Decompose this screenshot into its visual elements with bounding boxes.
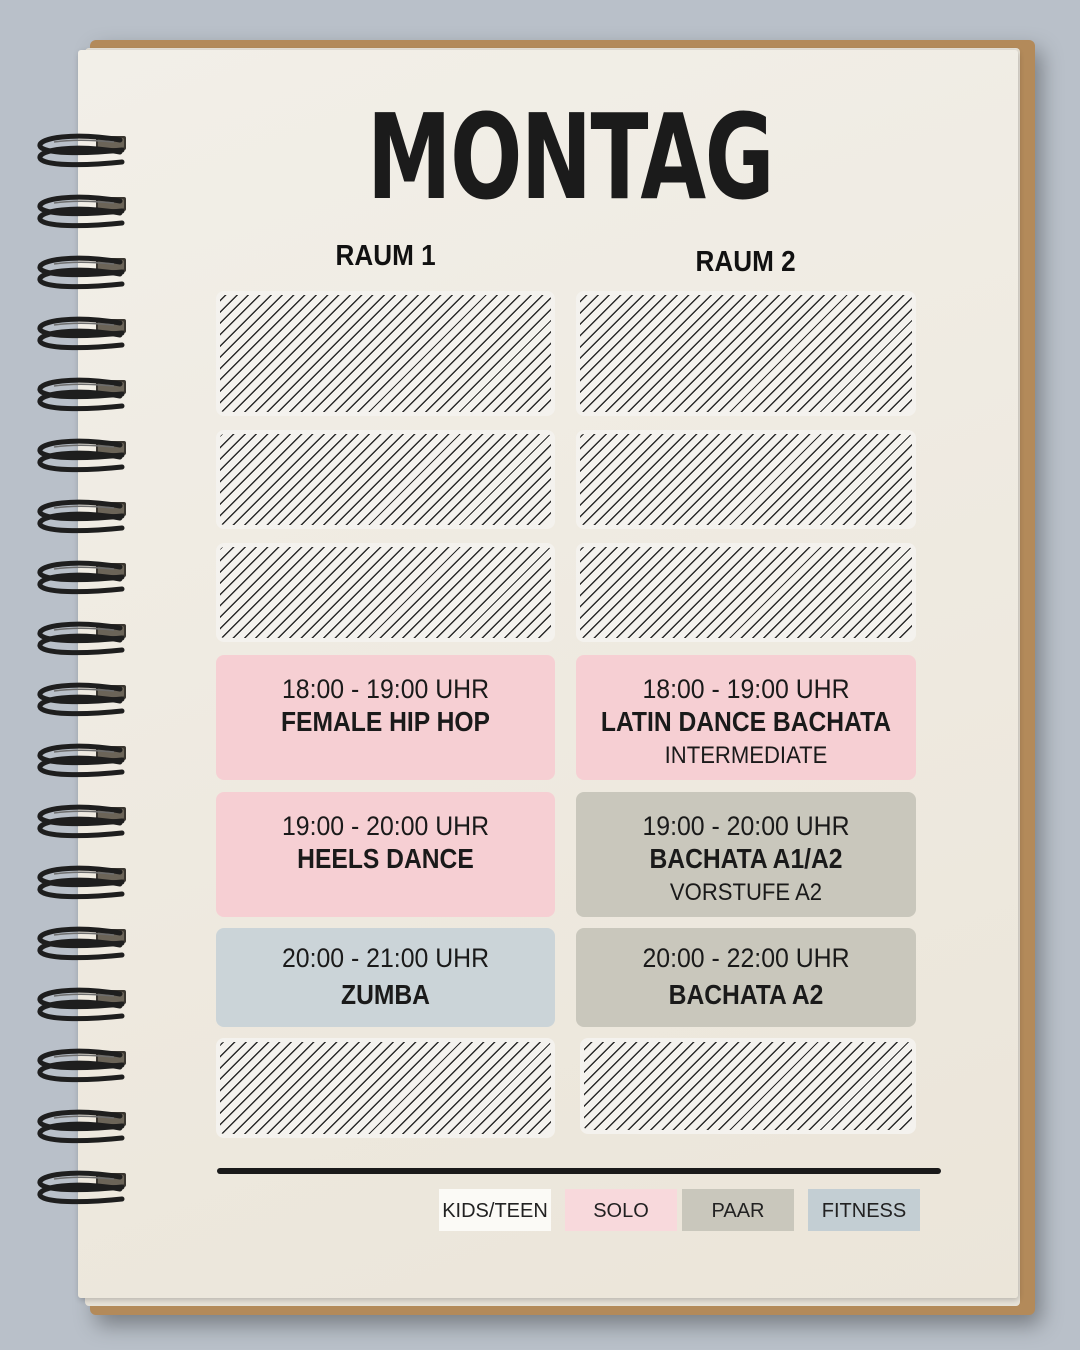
class-time: 18:00 - 19:00 UHR: [642, 674, 850, 704]
class-name: LATIN DANCE BACHATA: [600, 706, 892, 737]
spiral-ring: [34, 496, 126, 538]
page-title: MONTAG: [366, 88, 774, 226]
spiral-ring: [34, 313, 126, 355]
class-time: 18:00 - 19:00 UHR: [281, 674, 490, 704]
spiral-ring: [34, 130, 126, 172]
class-time: 19:00 - 20:00 UHR: [642, 811, 850, 841]
class-card[interactable]: [216, 655, 555, 780]
spiral-ring: [34, 801, 126, 843]
class-name: BACHATA A2: [668, 979, 824, 1010]
spiral-ring: [34, 984, 126, 1026]
class-card[interactable]: [216, 792, 555, 917]
spiral-ring: [34, 191, 126, 233]
spiral-ring: [34, 740, 126, 782]
class-card[interactable]: [576, 792, 916, 917]
spiral-ring: [34, 435, 126, 477]
class-name: FEMALE HIP HOP: [280, 706, 490, 737]
class-name: BACHATA A1/A2: [649, 843, 843, 874]
class-time: 20:00 - 22:00 UHR: [642, 943, 850, 973]
spiral-ring: [34, 374, 126, 416]
class-card[interactable]: [576, 655, 916, 780]
class-level: INTERMEDIATE: [664, 742, 828, 769]
class-name: ZUMBA: [341, 979, 430, 1010]
class-time: 19:00 - 20:00 UHR: [281, 811, 490, 841]
spiral-ring: [34, 923, 126, 965]
spiral-ring: [34, 1106, 126, 1148]
legend-kids-teen: KIDS/TEEN: [439, 1189, 551, 1231]
class-card[interactable]: [216, 928, 555, 1027]
legend-fitness: FITNESS: [808, 1189, 920, 1231]
spiral-ring: [34, 618, 126, 660]
empty-slot: [216, 543, 555, 642]
empty-slot: [216, 1038, 555, 1138]
spiral-ring: [34, 1045, 126, 1087]
empty-slot: [576, 430, 916, 529]
divider-line: [217, 1168, 941, 1174]
spiral-ring: [34, 557, 126, 599]
room-2-header: RAUM 2: [695, 246, 796, 278]
legend-paar: PAAR: [682, 1189, 794, 1231]
class-card[interactable]: [576, 928, 916, 1027]
empty-slot: [576, 291, 916, 416]
room-1-header: RAUM 1: [335, 240, 436, 272]
spiral-ring: [34, 679, 126, 721]
empty-slot: [216, 430, 555, 529]
class-name: HEELS DANCE: [297, 843, 474, 874]
spiral-ring: [34, 862, 126, 904]
spiral-ring: [34, 252, 126, 294]
spiral-ring: [34, 1167, 126, 1209]
legend-solo: SOLO: [565, 1189, 677, 1231]
empty-slot: [216, 291, 555, 416]
class-level: VORSTUFE A2: [669, 879, 823, 906]
class-time: 20:00 - 21:00 UHR: [281, 943, 490, 973]
empty-slot: [576, 543, 916, 642]
empty-slot: [580, 1038, 916, 1134]
